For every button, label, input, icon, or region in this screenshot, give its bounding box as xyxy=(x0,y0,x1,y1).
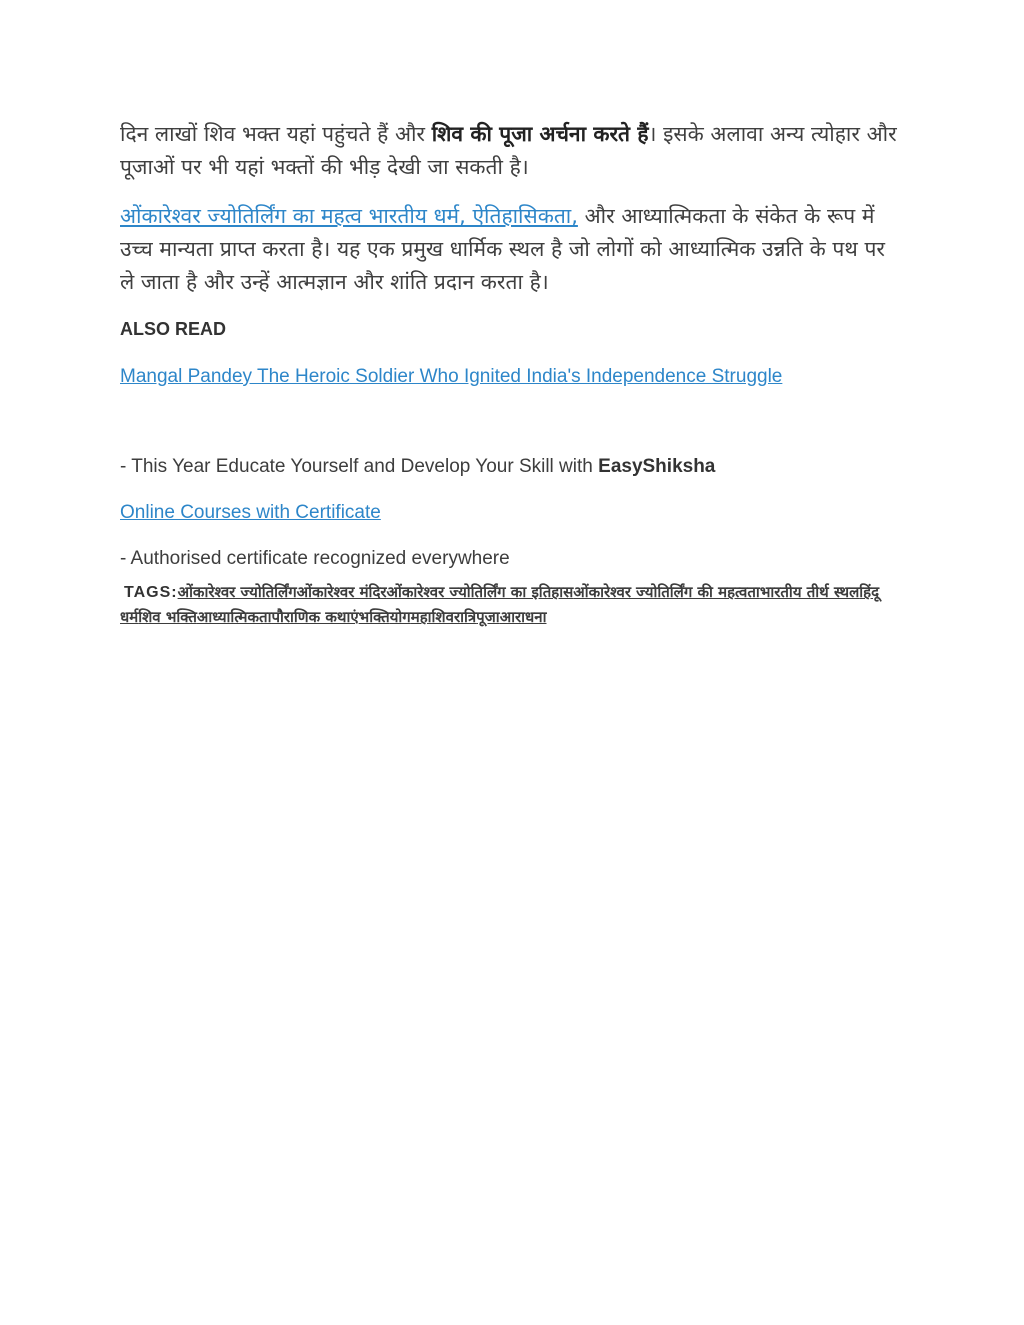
also-read-row xyxy=(120,366,900,388)
promo-text: - This Year Educate Yourself and Develop Your Skill with xyxy=(120,456,599,477)
paragraph-significance xyxy=(120,200,900,299)
paragraph-text: दिन लाखों शिव भक्त यहां पहुंचते हैं और xyxy=(120,122,432,146)
courses-row xyxy=(120,502,900,524)
tag-link[interactable]: भारतीय तीर्थ स्थल xyxy=(759,583,860,601)
tag-link[interactable]: ओंकारेश्वर ज्योतिर्लिंग की महत्वता xyxy=(573,583,760,601)
tag-link[interactable]: महाशिवरात्रि xyxy=(410,608,477,626)
tag-link[interactable]: हिंदू धर्म xyxy=(120,583,880,626)
tag-link[interactable]: भक्ति xyxy=(358,608,390,626)
tag-link[interactable]: पौराणिक कथाएं xyxy=(271,608,359,626)
article-body xyxy=(120,118,900,629)
tag-link[interactable]: ओंकारेश्वर ज्योतिर्लिंग xyxy=(177,583,297,601)
paragraph-text: । इसके अलावा अन्य त्योहार और पूजाओं पर भी यहां भक्तों की भीड़ देखी जा सकती है। xyxy=(120,122,897,179)
tag-link[interactable]: आराधना xyxy=(499,608,547,626)
brand-name: EasyShiksha xyxy=(598,456,716,477)
tag-link[interactable]: ओंकारेश्वर ज्योतिर्लिंग का इतिहास xyxy=(386,583,574,601)
paragraph-devotees xyxy=(120,118,900,184)
tag-link[interactable]: ओंकारेश्वर मंदिर xyxy=(296,583,387,601)
also-read-link[interactable]: Mangal Pandey The Heroic Soldier Who Ignited India's Independence Struggle xyxy=(120,366,783,387)
online-courses-link[interactable]: Online Courses with Certificate xyxy=(120,502,381,523)
significance-link[interactable]: ओंकारेश्वर ज्योतिर्लिंग का महत्व भारतीय धर्म, ऐतिहासिकता, xyxy=(120,204,578,228)
tag-link[interactable]: योग xyxy=(389,608,411,626)
tag-link[interactable]: शिव भक्ति xyxy=(138,608,197,626)
paragraph-text: और आध्यात्मिकता के संकेत के रूप में उच्च मान्यता प्राप्त करता है। यह एक प्रमुख धार्मिक स्थल है जो लोगों को आध्यात्मिक उन्नति के पथ पर ले जाता है और उन्हें आत्मज्ञान और शांति प्रदान करता है। xyxy=(120,204,885,294)
tags-label: TAGS: xyxy=(124,584,178,601)
bold-phrase: शिव की पूजा अर्चना करते हैं xyxy=(431,122,649,146)
promo-line xyxy=(120,456,900,478)
authorised-line: - Authorised certificate recognized everywhere xyxy=(120,548,510,569)
tags-section xyxy=(120,580,900,629)
tag-link[interactable]: पूजा xyxy=(476,608,500,626)
tag-link[interactable]: आध्यात्मिकता xyxy=(196,608,272,626)
also-read-heading: ALSO READ xyxy=(120,319,227,339)
